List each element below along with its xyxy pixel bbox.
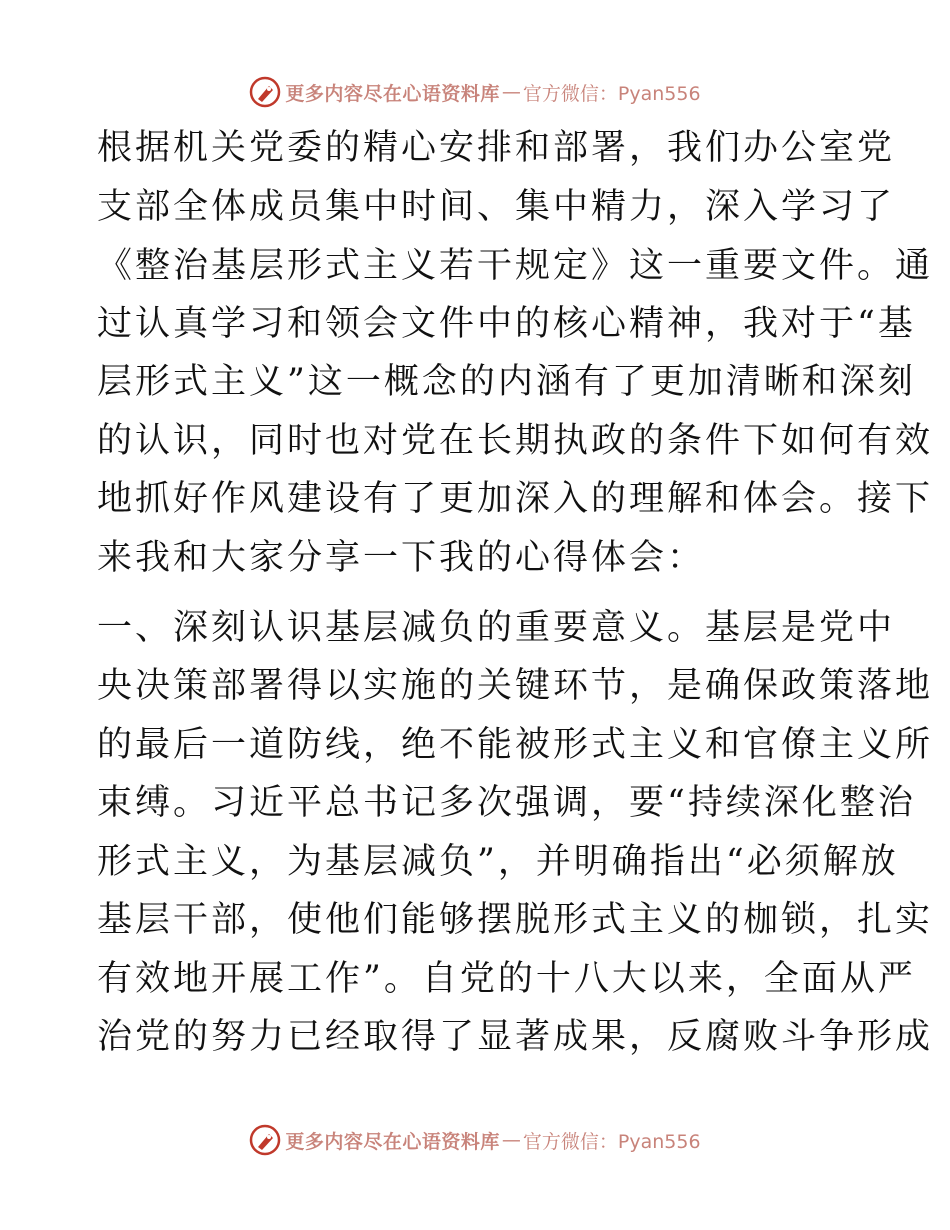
banner-separator: — (501, 81, 521, 103)
text-line: 根据机关党委的精心安排和部署，我们办公室党 (97, 128, 896, 168)
text-line: 支部全体成员集中时间、集中精力，深入学习了 (97, 187, 896, 227)
text-line: 过认真学习和领会文件中的核心精神，我对于“基 (97, 304, 916, 344)
text-line: 有效地开展工作”。自党的十八大以来，全面从严 (97, 959, 916, 999)
banner-separator: — (501, 1129, 521, 1151)
banner-wechat-text: 官方微信：Pyan556 (522, 1130, 701, 1153)
banner-main-text: 更多内容尽在心语资料库 (285, 82, 500, 105)
text-line: 治党的努力已经取得了显著成果，反腐败斗争形成 (97, 1017, 934, 1057)
header-watermark-banner (0, 72, 950, 112)
text-line: 束缚。习近平总书记多次强调，要“持续深化整治 (97, 783, 916, 823)
pen-nib-icon (249, 76, 281, 108)
banner-main-text: 更多内容尽在心语资料库 (285, 1130, 500, 1153)
text-line: 的最后一道防线，绝不能被形式主义和官僚主义所 (97, 725, 934, 765)
banner-wechat-text: 官方微信：Pyan556 (522, 82, 701, 105)
text-line: 央决策部署得以实施的关键环节，是确保政策落地 (97, 666, 934, 706)
text-line: 一、深刻认识基层减负的重要意义。基层是党中 (97, 608, 896, 648)
text-line: 基层干部，使他们能够摆脱形式主义的枷锁，扎实 (97, 900, 934, 940)
pen-nib-icon (249, 1124, 281, 1156)
text-line: 《整治基层形式主义若干规定》这一重要文件。通 (97, 246, 934, 286)
footer-watermark-banner (0, 1120, 950, 1160)
text-line: 的认识，同时也对党在长期执政的条件下如何有效 (97, 421, 934, 461)
text-line: 形式主义，为基层减负”，并明确指出“必须解放 (97, 842, 899, 882)
text-line: 地抓好作风建设有了更加深入的理解和体会。接下 (97, 479, 934, 519)
text-line: 来我和大家分享一下我的心得体会： (97, 538, 706, 578)
text-line: 层形式主义”这一概念的内涵有了更加清晰和深刻 (97, 362, 916, 402)
